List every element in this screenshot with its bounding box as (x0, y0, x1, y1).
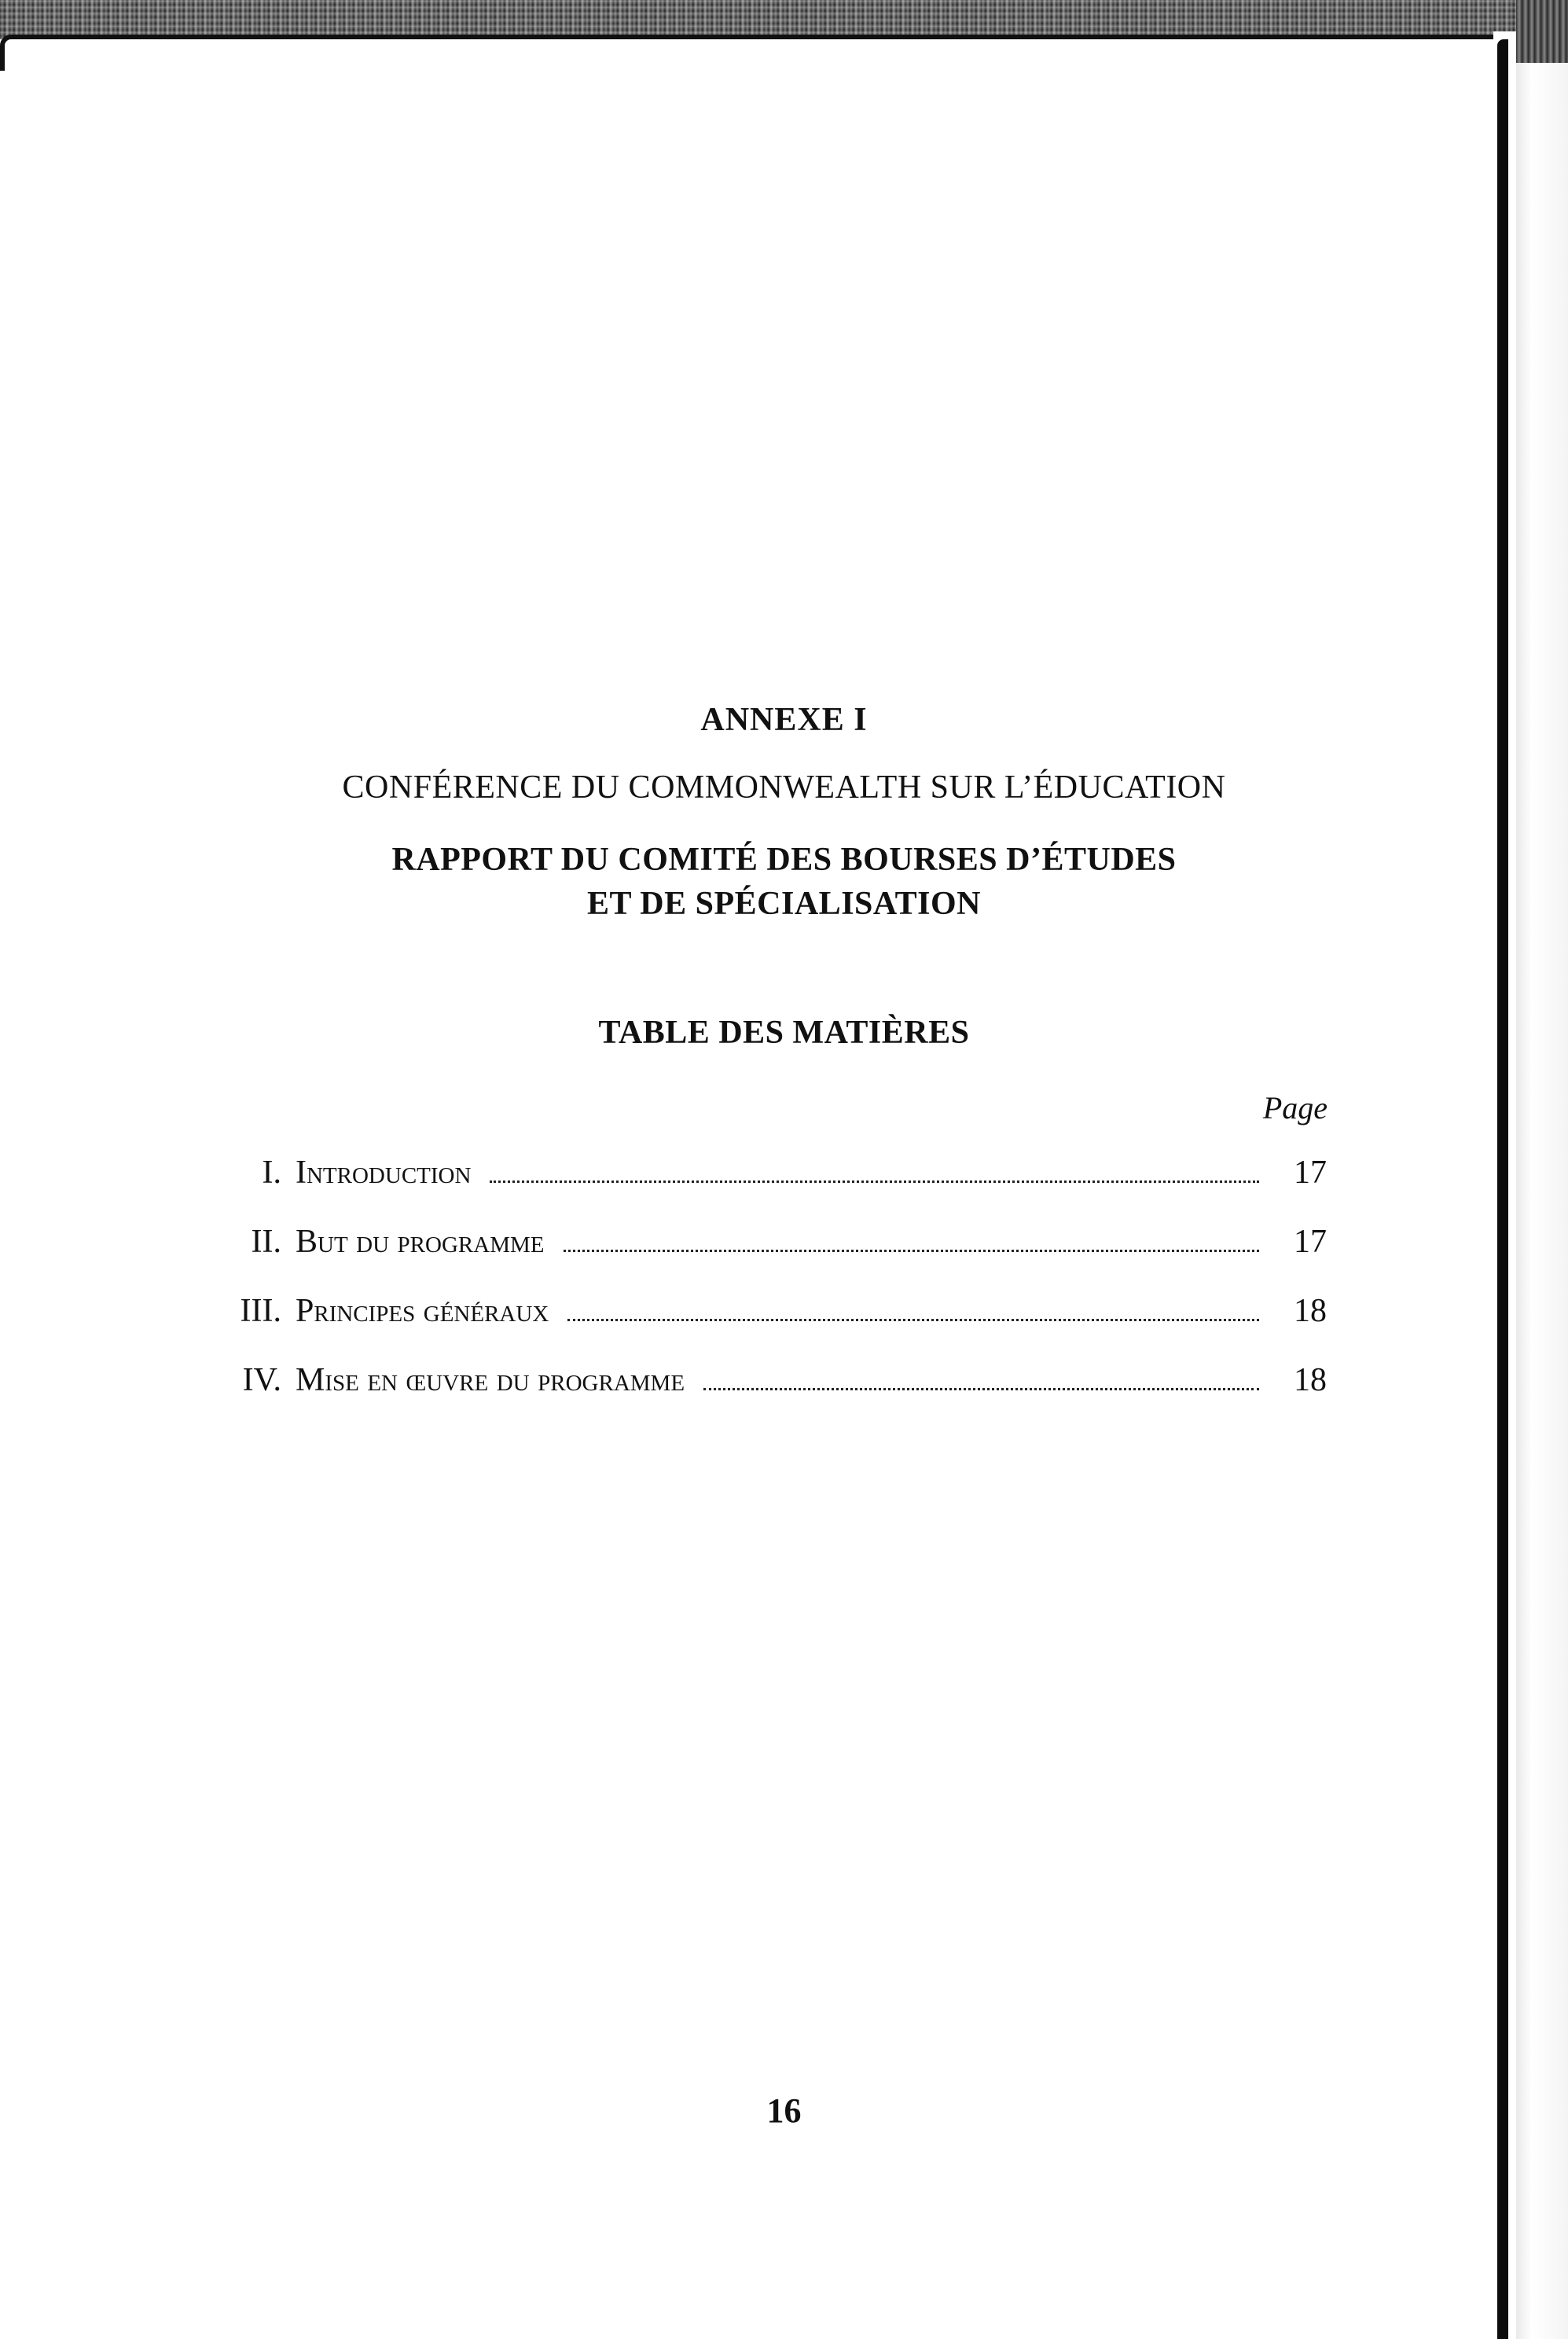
toc-entry-page: 18 (1294, 1362, 1327, 1398)
page-top-curl (0, 35, 1522, 71)
report-title-line-2: ET DE SPÉCIALISATION (587, 886, 981, 922)
toc-entry-label: Principes généraux (296, 1293, 549, 1329)
toc-entry-label: Introduction (296, 1155, 472, 1191)
page-right-edge-shadow (1497, 39, 1508, 2339)
toc-entry-but-du-programme[interactable] (212, 1223, 1327, 1292)
toc-entry-number: I. (262, 1155, 281, 1191)
toc-dot-leader (567, 1319, 1259, 1321)
toc-entry-mise-en-oeuvre[interactable] (212, 1361, 1327, 1430)
toc-entry-page: 17 (1294, 1155, 1327, 1191)
conference-title: CONFÉRENCE DU COMMONWEALTH SUR L’ÉDUCATION (342, 769, 1226, 806)
toc-entry-label: Mise en œuvre du programme (296, 1362, 685, 1398)
toc-entry-introduction[interactable] (212, 1154, 1327, 1223)
toc-dot-leader (564, 1250, 1260, 1252)
toc-entry-number: III. (240, 1293, 281, 1329)
report-title (0, 838, 1568, 926)
next-page-strip-top (1516, 0, 1568, 63)
toc-entry-page: 18 (1294, 1293, 1327, 1329)
toc-dot-leader (490, 1181, 1259, 1183)
toc-entry-page: 17 (1294, 1224, 1327, 1260)
toc-entry-principes-generaux[interactable] (212, 1292, 1327, 1361)
report-title-line-1: RAPPORT DU COMITÉ DES BOURSES D’ÉTUDES (391, 842, 1177, 878)
next-page-strip (1516, 0, 1568, 2339)
toc-entry-number: II. (251, 1224, 281, 1260)
page-number: 16 (766, 2091, 802, 2130)
scan-top-texture (0, 0, 1568, 39)
toc-heading: TABLE DES MATIÈRES (598, 1015, 970, 1051)
toc-entry-number: IV. (242, 1362, 281, 1398)
annexe-title: ANNEXE I (700, 702, 868, 738)
toc-entry-label: But du programme (296, 1224, 545, 1260)
toc-list (212, 1154, 1327, 1430)
toc-dot-leader (703, 1388, 1259, 1390)
toc-page-column-label: Page (1262, 1090, 1327, 1125)
